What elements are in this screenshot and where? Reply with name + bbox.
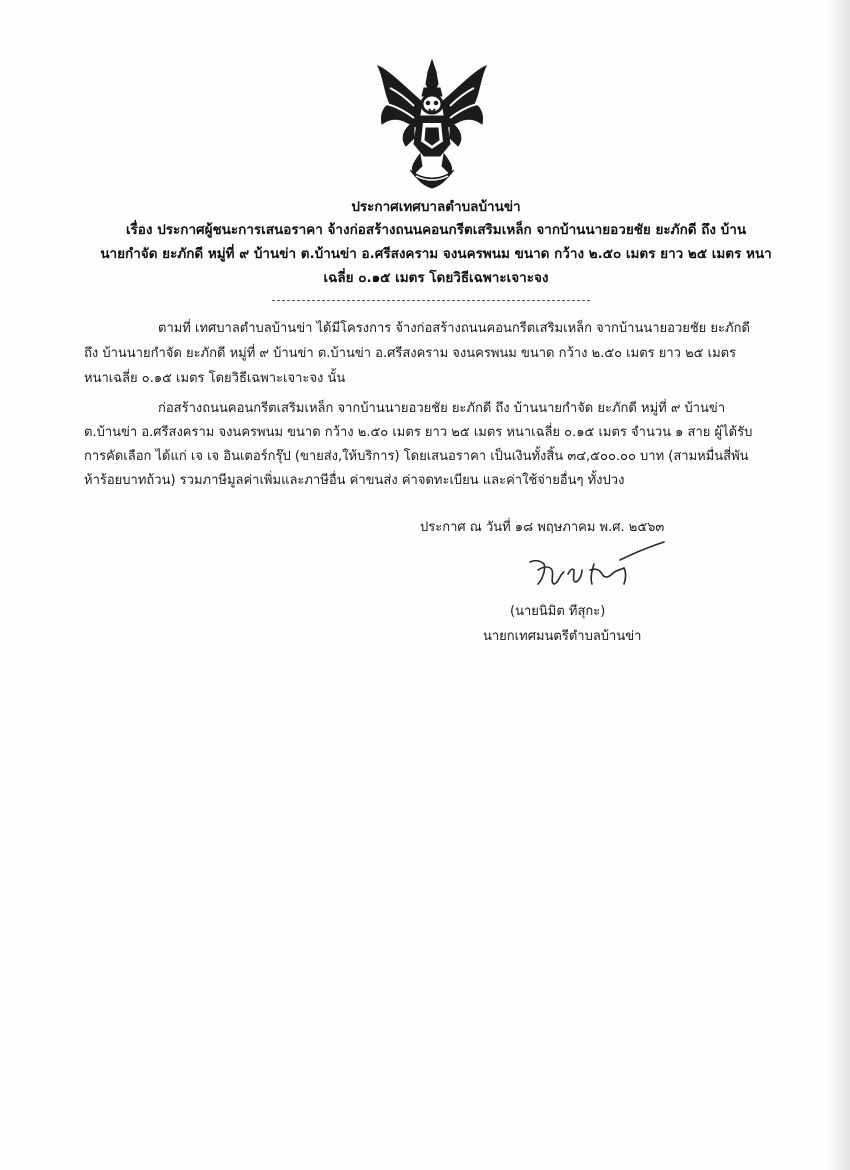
paragraph-2-line-3: การคัดเลือก ได้แก่ เจ เจ อินเตอร์กรุ๊ป (ขายส่ง,ให้บริการ) โดยเสนอราคา เป็นเงินทั้งสิ้น ๓๔,๕๐๐.๐๐ บาท (สามหมื่นสี่พัน	[84, 449, 749, 464]
signer-name: (นายนิมิต ทีสุกะ)	[510, 604, 606, 619]
heading-divider	[272, 300, 590, 301]
paragraph-1-line-2: ถึง บ้านนายกำจัด ยะภักดี หมู่ที่ ๙ บ้านข่า ต.บ้านข่า อ.ศรีสงคราม จงนครพนม ขนาด กว้าง ๒.๕๐ เมตร ยาว ๒๕ เมตร	[84, 346, 737, 361]
paragraph-2-line-2: ต.บ้านข่า อ.ศรีสงคราม จงนครพนม ขนาด กว้าง ๒.๕๐ เมตร ยาว ๒๕ เมตร หนาเฉลี่ย ๐.๑๕ เมตร จำนวน ๑ สาย ผู้ได้รับ	[84, 425, 753, 440]
signer-title: นายกเทศมนตรีตำบลบ้านข่า	[483, 629, 642, 644]
document-subject-line-2: นายกำจัด ยะภักดี หมู่ที่ ๙ บ้านข่า ต.บ้านข่า อ.ศรีสงคราม จงนครพนม ขนาด กว้าง ๒.๕๐ เมตร ยาว ๒๕ เมตร หนา	[100, 246, 772, 262]
announcement-date: ประกาศ ณ วันที่ ๑๘ พฤษภาคม พ.ศ. ๒๕๖๓	[420, 520, 665, 535]
garuda-emblem-icon	[370, 58, 494, 190]
paragraph-1-line-1: ตามที่ เทศบาลตำบลบ้านข่า ได้มีโครงการ จ้างก่อสร้างถนนคอนกรีตเสริมเหล็ก จากบ้านนายอวยชัย ยะภักดี	[158, 321, 750, 336]
handwritten-signature	[520, 540, 668, 596]
paragraph-2-line-4: ห้าร้อยบาทถ้วน) รวมภาษีมูลค่าเพิ่มและภาษีอื่น ค่าขนส่ง ค่าจดทะเบียน และค่าใช้จ่ายอื่นๆ ทั้งปวง	[84, 473, 625, 488]
page-edge-shadow	[828, 0, 850, 1170]
paragraph-1-line-3: หนาเฉลี่ย ๐.๑๕ เมตร โดยวิธีเฉพาะเจาะจง นั้น	[84, 371, 346, 386]
document-heading-organization: ประกาศเทศบาลตำบลบ้านข่า	[351, 199, 521, 215]
paragraph-2-line-1: ก่อสร้างถนนคอนกรีตเสริมเหล็ก จากบ้านนายอวยชัย ยะภักดี ถึง บ้านนายกำจัด ยะภักดี หมู่ที่ ๙ บ้านข่า	[158, 401, 726, 416]
document-subject-line-1: เรื่อง ประกาศผู้ชนะการเสนอราคา จ้างก่อสร้างถนนคอนกรีตเสริมเหล็ก จากบ้านนายอวยชัย ยะภักดี ถึง บ้าน	[125, 222, 747, 238]
document-subject-line-3: เฉลี่ย ๐.๑๕ เมตร โดยวิธีเฉพาะเจาะจง	[323, 270, 549, 286]
